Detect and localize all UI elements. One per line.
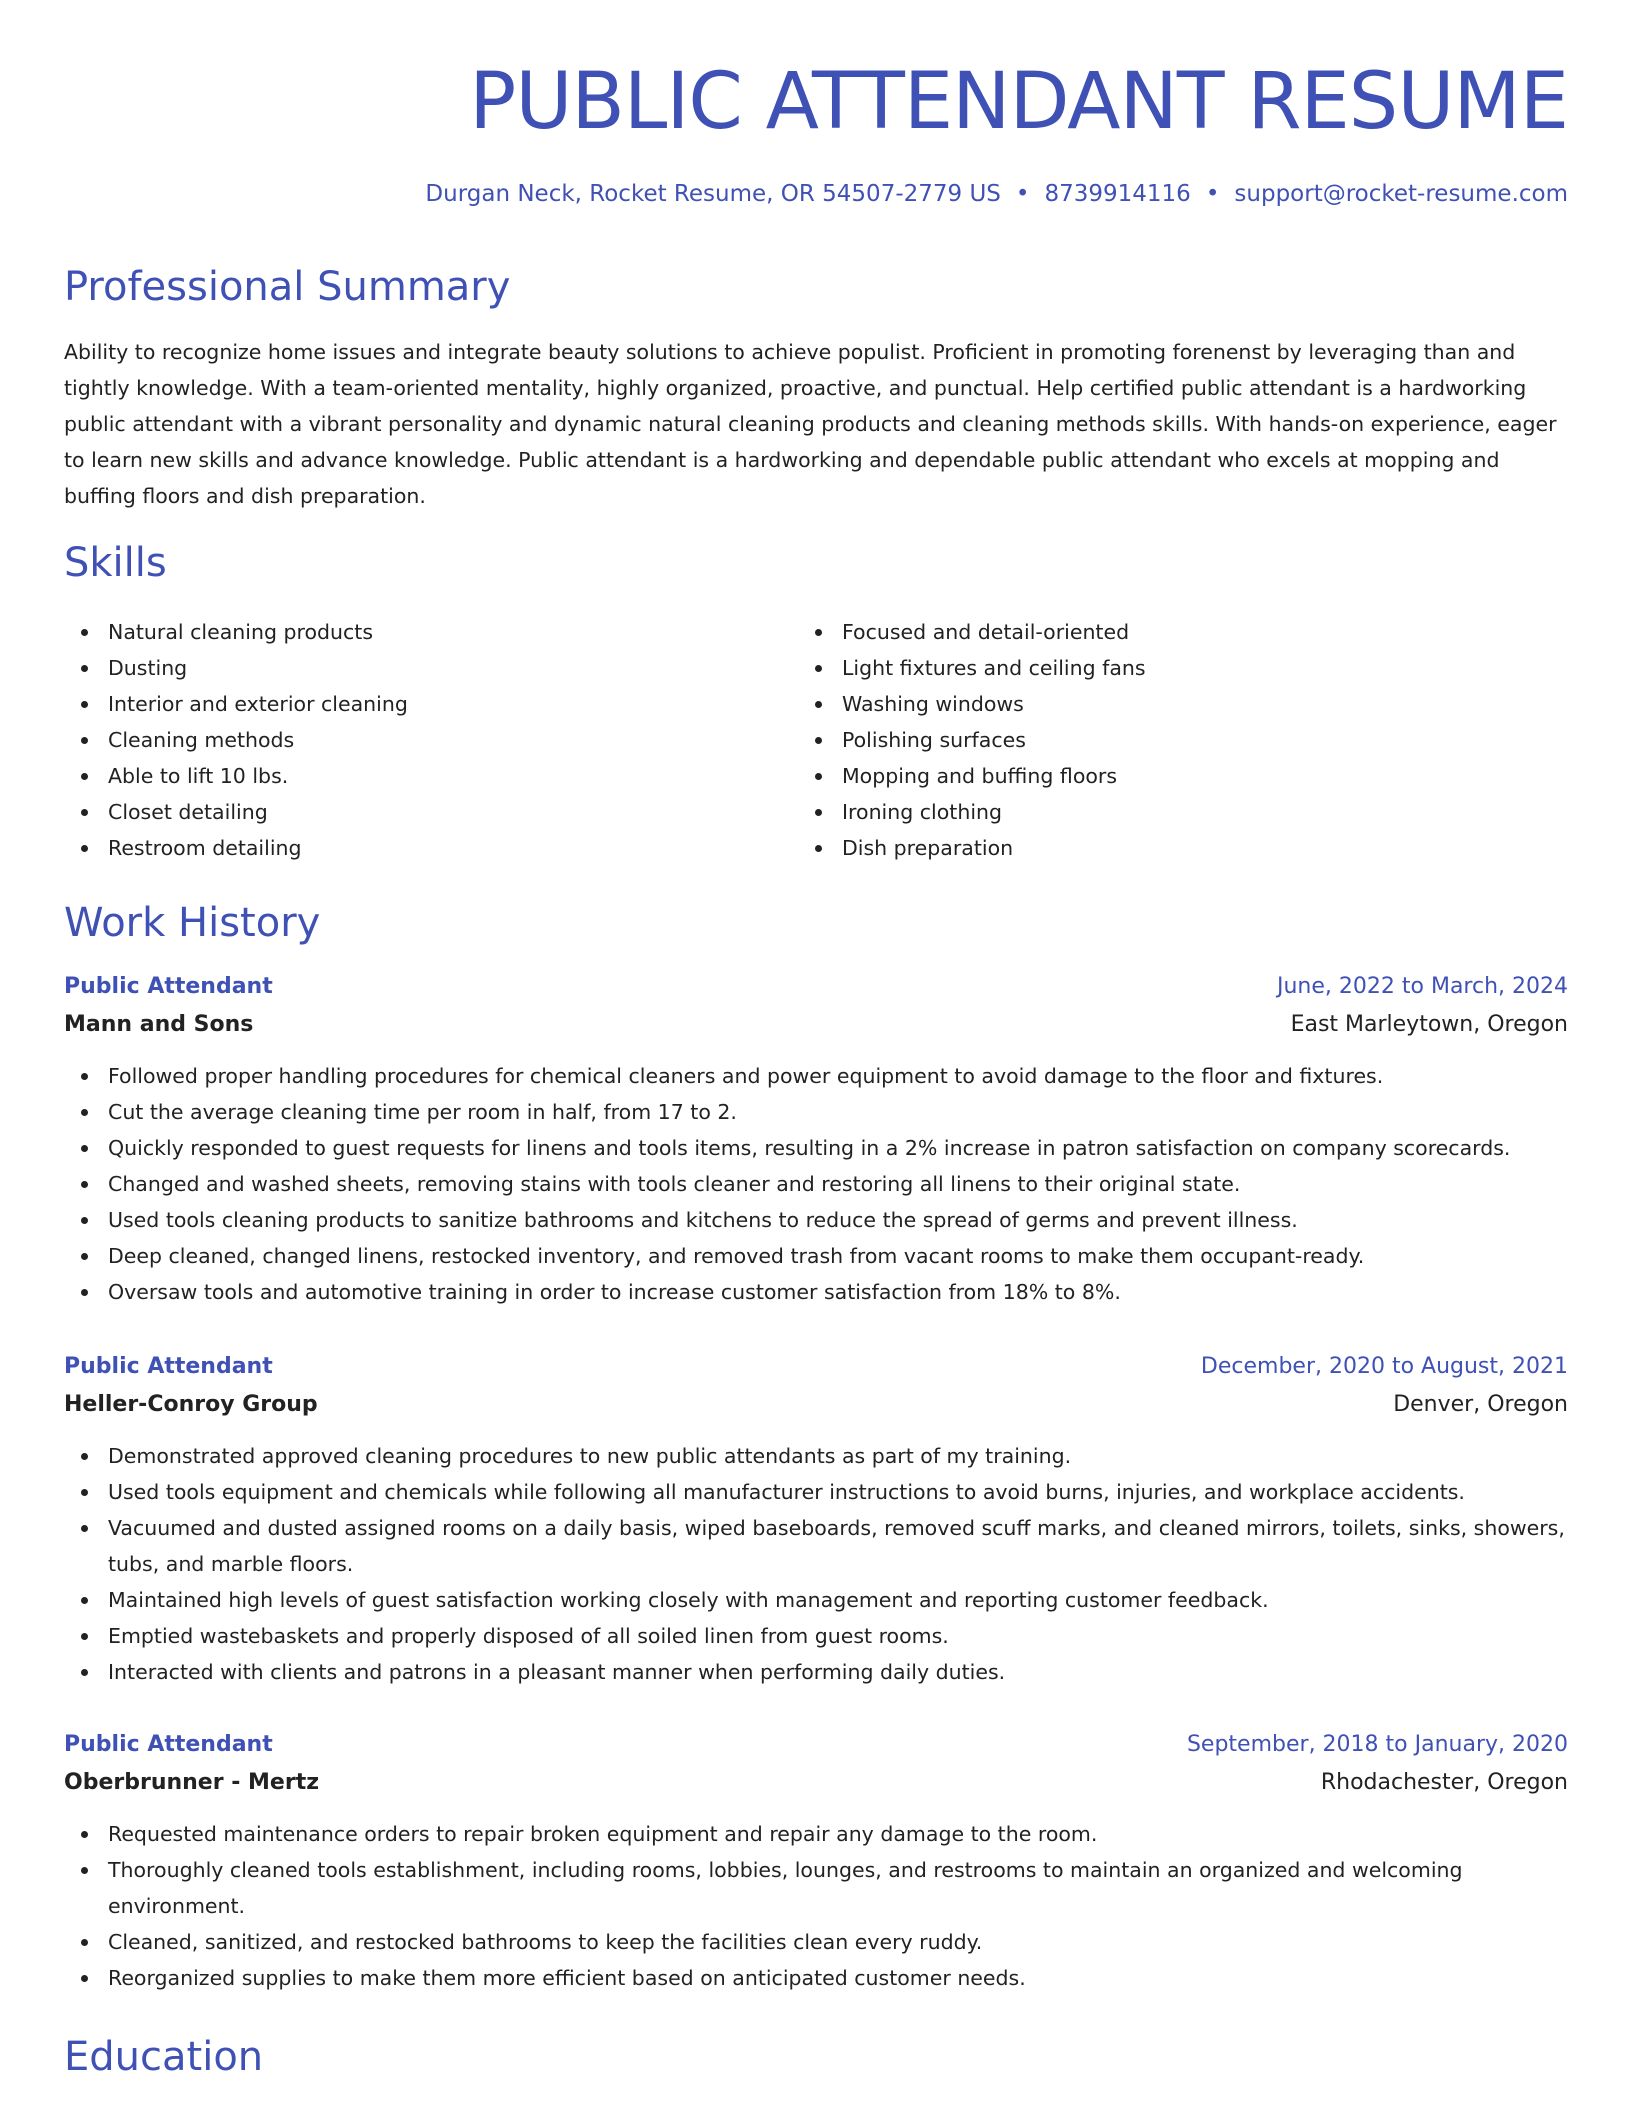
resume-title: PUBLIC ATTENDANT RESUME [469, 57, 1568, 147]
job-bullet-item: Used tools equipment and chemicals while following all manufacturer instructions to avoid burns, injuries, and workplace accidents. [64, 1474, 1568, 1510]
job-entry [64, 1726, 1568, 1996]
job-company: Heller-Conroy Group [64, 1392, 318, 1417]
job-header-row [64, 968, 1568, 1006]
job-location: East Marleytown, Oregon [1290, 1012, 1568, 1037]
job-company-row [64, 1386, 1568, 1424]
job-dates: June, 2022 to March, 2024 [1277, 974, 1568, 999]
job-bullet-item: Cleaned, sanitized, and restocked bathrooms to keep the facilities clean every ruddy. [64, 1924, 1568, 1960]
skill-item: Ironing clothing [798, 794, 1498, 830]
job-bullet-item: Reorganized supplies to make them more efficient based on anticipated customer needs. [64, 1960, 1568, 1996]
contact-address: Durgan Neck, Rocket Resume, OR 54507-2779 US [425, 181, 1001, 207]
job-bullet-item: Maintained high levels of guest satisfaction working closely with management and reporting customer feedback. [64, 1582, 1568, 1618]
skill-item: Dusting [64, 650, 764, 686]
contact-separator: • [1205, 181, 1220, 207]
contact-separator: • [1015, 181, 1030, 207]
job-bullet-item: Quickly responded to guest requests for linens and tools items, resulting in a 2% increase in patron satisfaction on company scorecards. [64, 1130, 1568, 1166]
skills-list-right [798, 614, 1498, 866]
job-title: Public Attendant [64, 974, 273, 999]
job-bullet-item: Interacted with clients and patrons in a pleasant manner when performing daily duties. [64, 1654, 1568, 1690]
job-entry [64, 968, 1568, 1310]
skills-list-left [64, 614, 764, 866]
job-company: Mann and Sons [64, 1012, 254, 1037]
job-bullet-item: Demonstrated approved cleaning procedures to new public attendants as part of my training. [64, 1438, 1568, 1474]
job-bullet-item: Used tools cleaning products to sanitize bathrooms and kitchens to reduce the spread of germs and prevent illness. [64, 1202, 1568, 1238]
skills-column-right [798, 614, 1498, 866]
job-bullet-item: Oversaw tools and automotive training in order to increase customer satisfaction from 18% to 8%. [64, 1274, 1568, 1310]
education-heading: Education [64, 2034, 264, 2080]
skill-item: Focused and detail-oriented [798, 614, 1498, 650]
job-company-row [64, 1006, 1568, 1044]
skill-item: Closet detailing [64, 794, 764, 830]
skill-item: Cleaning methods [64, 722, 764, 758]
job-bullet-list [64, 1058, 1568, 1310]
job-dates: September, 2018 to January, 2020 [1186, 1732, 1568, 1757]
summary-text: Ability to recognize home issues and integrate beauty solutions to achieve populist. Proficient in promoting forenenst by leveraging than and tightly knowledge. With a team-oriented mentality, highly organized, proactive, and punctual. Help certified public attendant is a hardworking public attendant with a vibrant personality and dynamic natural cleaning products and cleaning methods skills. With hands-on experience, eager to learn new skills and advance knowledge. Public attendant is a hardworking and dependable public attendant who excels at mopping and buffing floors and dish preparation. [64, 340, 1557, 508]
skill-item: Washing windows [798, 686, 1498, 722]
skill-item: Polishing surfaces [798, 722, 1498, 758]
job-bullet-item: Thoroughly cleaned tools establishment, including rooms, lobbies, lounges, and restrooms to maintain an organized and welcoming environment. [64, 1852, 1568, 1924]
skill-item: Mopping and buffing floors [798, 758, 1498, 794]
job-header-row [64, 1726, 1568, 1764]
job-bullet-item: Changed and washed sheets, removing stains with tools cleaner and restoring all linens to their original state. [64, 1166, 1568, 1202]
job-header-row [64, 1348, 1568, 1386]
job-bullet-item: Deep cleaned, changed linens, restocked inventory, and removed trash from vacant rooms to make them occupant-ready. [64, 1238, 1568, 1274]
job-bullet-item: Vacuumed and dusted assigned rooms on a daily basis, wiped baseboards, removed scuff marks, and cleaned mirrors, toilets, sinks, showers, tubs, and marble floors. [64, 1510, 1568, 1582]
job-bullet-item: Followed proper handling procedures for chemical cleaners and power equipment to avoid damage to the floor and fixtures. [64, 1058, 1568, 1094]
job-dates: December, 2020 to August, 2021 [1200, 1354, 1568, 1379]
job-location: Rhodachester, Oregon [1320, 1770, 1568, 1795]
work-history-heading: Work History [64, 900, 321, 946]
job-location: Denver, Oregon [1393, 1392, 1568, 1417]
summary-heading: Professional Summary [64, 264, 511, 310]
contact-phone: 8739914116 [1044, 181, 1191, 207]
job-entry [64, 1348, 1568, 1690]
job-title: Public Attendant [64, 1354, 273, 1379]
skill-item: Natural cleaning products [64, 614, 764, 650]
job-bullet-item: Requested maintenance orders to repair broken equipment and repair any damage to the room. [64, 1816, 1568, 1852]
job-bullet-list [64, 1816, 1568, 1996]
skill-item: Light fixtures and ceiling fans [798, 650, 1498, 686]
contact-email: support@rocket-resume.com [1234, 181, 1568, 207]
job-company-row [64, 1764, 1568, 1802]
job-company: Oberbrunner - Mertz [64, 1770, 320, 1795]
skill-item: Restroom detailing [64, 830, 764, 866]
skills-heading: Skills [64, 540, 167, 586]
skill-item: Able to lift 10 lbs. [64, 758, 764, 794]
job-bullet-list [64, 1438, 1568, 1690]
skills-column-left [64, 614, 764, 866]
job-title: Public Attendant [64, 1732, 273, 1757]
job-bullet-item: Emptied wastebaskets and properly disposed of all soiled linen from guest rooms. [64, 1618, 1568, 1654]
skill-item: Dish preparation [798, 830, 1498, 866]
skill-item: Interior and exterior cleaning [64, 686, 764, 722]
job-bullet-item: Cut the average cleaning time per room in half, from 17 to 2. [64, 1094, 1568, 1130]
contact-line [425, 178, 1568, 210]
